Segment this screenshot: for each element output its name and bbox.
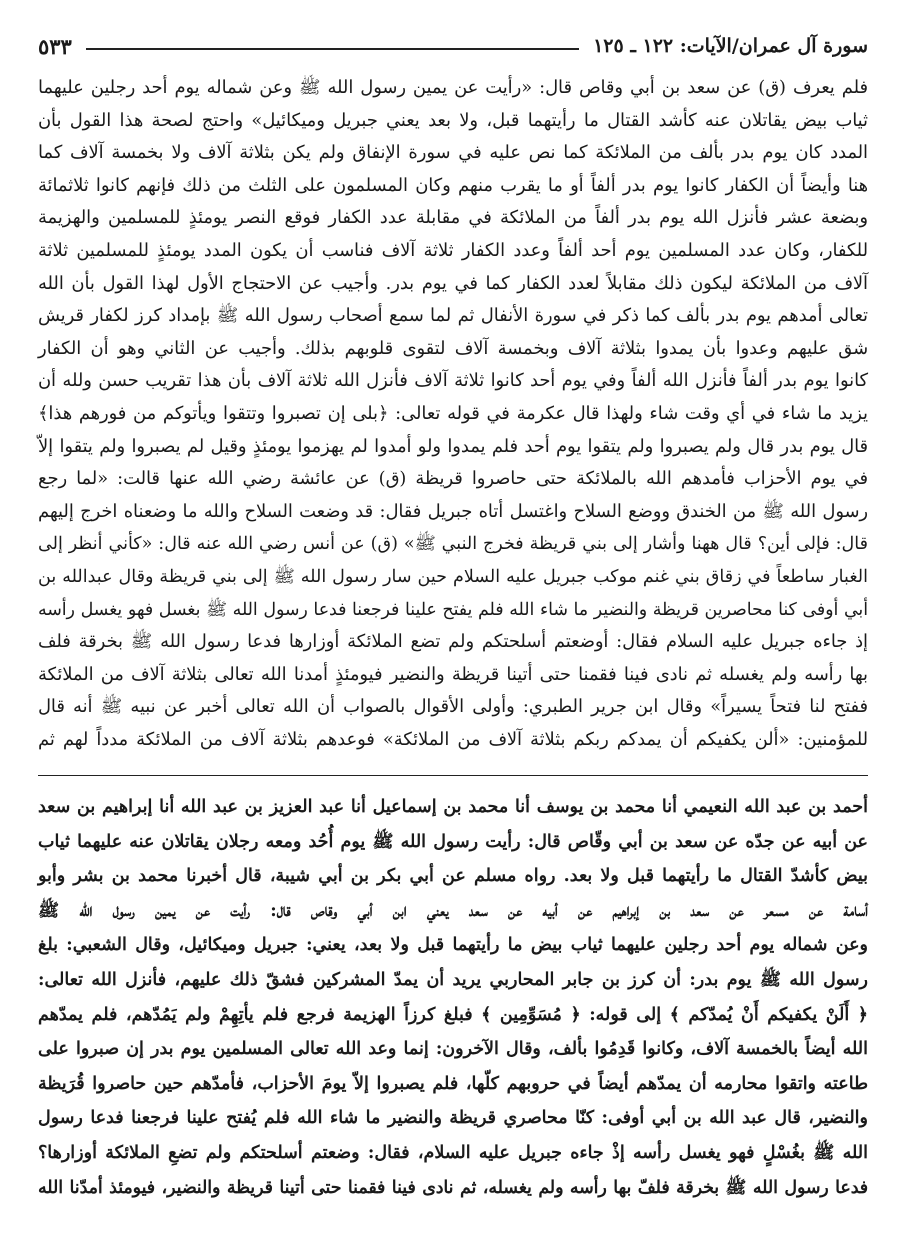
page-header [38,26,868,66]
footnote-line: الله أيضاً بالخمسة آلاف، وكانوا قَدِمُوا بألف، وقال الآخرون: إنما وعد الله تعالى المسلمين يوم بدر إن صبروا على [38,1039,868,1060]
footnote-line: عن أبيه عن جدّه عن سعد بن أبي وقّاص قال: رأيت رسول الله ﷺ يوم أُحُد ومعه رجلان يقاتلان عنه عليهما ثياب [38,831,868,852]
text-line: تعالى أمدهم يوم بدر بألف كما ذكر في سورة الأنفال ثم لما سمع أصحاب رسول الله ﷺ بإمداد كرز لكفار قريش [38,305,868,327]
text-line: بها رأسه ولم يغسله ثم نادى فينا فقمنا حتى أتينا قريظة والنضير فيومئذٍ أمدنا الله تعالى بثلاثة آلاف من الملائكة [38,663,868,685]
footnote-line: بيض كأشدّ القتال ما رأيتهما قبل ولا بعد. رواه مسلم عن أبي بكر بن أبي شيبة، قال أخبرنا محمد بن بشر وأبو [38,866,868,887]
text-line: رسول الله ﷺ من الخندق ووضع السلاح واغتسل أتاه جبريل فقال: قد وضعت السلاح والله ما وضعناه اخرج إليهم [38,500,868,522]
text-line: للمؤمنين: «ألن يكفيكم أن يمدكم ربكم بثلاثة آلاف من الملائكة» فوعدهم بثلاثة آلاف من الملائكة مدداً لهم ثم [38,728,868,750]
footnote-line: وعن شماله يوم أحد رجلين عليهما ثياب بيض ما رأيتهما قبل ولا بعد، يعني: جبريل وميكائيل، وقال الشعبي: بلغ [38,935,868,956]
text-line: فلم يعرف (ق) عن سعد بن أبي وقاص قال: «رأيت عن يمين رسول الله ﷺ وعن شماله يوم أحد رجلين عليهما [38,77,868,98]
text-line: كانوا يوم بدر ألفاً فأنزل الله ألفاً وفي يوم أحد كانوا ثلاثة آلاف فأنزل الله ثلاثة آلاف بأن هذا تقريب حسن ولله أن [38,370,868,392]
footnote-text [38,790,868,1205]
footnote-line: الله ﷺ بغُسْلٍ فهو يغسل رأسه إذْ جاءه جبريل عليه السلام، فقال: وضعتم أسلحتكم ولم تضعِ الملائكة أوزارها؟ [38,1142,868,1163]
text-line: آلاف من الملائكة ليكون ذلك مقابلاً لعدد الكفار كما في يوم بدر. وأجيب عن الاحتجاج الأول لهذا القول بأن الله [38,272,868,294]
text-line: هنا وأيضاً أن الكفار كانوا يوم بدر ألفاً أو ما يقرب منهم وكان المسلمون على الثلث من ذلك فإنهم كانوا ثلاثمائة [38,174,868,196]
running-title: سورة آل عمران/الآيات: ١٢٢ ـ ١٢٥ [593,35,868,57]
footnote-line: رسول الله ﷺ يوم بدر: أن كرز بن جابر المحاربي يريد أن يمدّ المشركين فشقّ ذلك عليهم، فأنزل الله تعالى: [38,969,868,990]
text-line: المدد كان يوم بدر بألف من الملائكة كما نص عليه في سورة الإنفاق ولم يكن بثلاثة آلاف ولا بخمسة آلاف كما [38,142,868,164]
footnote-line: طاعته واتقوا محارمه أن يمدّهم أيضاً في حروبهم كلّها، فلم يصبروا إلاّ يومَ الأحزاب، فأمدّهم حين حاصروا قُرَيظة [38,1073,868,1094]
footnote-line: فدعا رسول الله ﷺ بخرقة فلفّ بها رأسه ولم يغسله، ثم نادى فينا فقمنا حتى أتينا قريظة والنضير، فيومئذ أمدّنا الله [38,1177,868,1198]
header-rule [86,48,579,50]
text-line: ثياب بيض يقاتلان عنه كأشد القتال ما رأيتهما قبل، ولا بعد يعني جبريل وميكائيل» واحتج لصحة هذا القول بأن [38,109,868,131]
footnote-line: أحمد بن عبد الله النعيمي أنا محمد بن يوسف أنا محمد بن إسماعيل أنا عبد العزيز بن عبد الله أنا إبراهيم بن سعد [38,797,868,817]
text-line: شق عليهم وعدوا بأن يمدوا بثلاثة آلاف وبخمسة آلاف لتقوى قلوبهم بذلك. وأجيب عن الثاني وهو أن الكفار [38,337,868,359]
text-line: يزيد ما شاء في أي وقت شاء ولهذا قال عكرمة في قوله تعالى: ﴿بلى إن تصبروا وتتقوا ويأتوكم من فورهم هذا﴾ [38,402,868,424]
text-line: قال يوم بدر قال ولم يصبروا ولم يتقوا يوم أحد فلم يمدوا ولو أمدوا لم يهزموا يومئذٍ وقيل لم يصبروا ولم يتقوا إلاّ [38,435,868,457]
main-text [38,72,868,756]
footnote-line: والنضير، قال عبد الله بن أبي أوفى: كنّا محاصري قريظة والنضير ما شاء الله فلم يُفتح علينا فرجعنا فدعا رسول [38,1108,868,1129]
text-line: في يوم الأحزاب فأمدهم الله بالملائكة حتى حاصروا قريظة (ق) عن عائشة رضي الله عنها قالت: «لما رجع [38,468,868,490]
text-line: الغبار ساطعاً في زقاق بني غنم موكب جبريل عليه السلام حين سار رسول الله ﷺ إلى بني قريظة وقال عبدالله بن [38,566,868,587]
text-line: ففتح لنا فتحاً يسيراً» وقال ابن جرير الطبري: وأولى الأقوال بالصواب أن الله تعالى أخبر عن نبيه ﷺ أنه قال [38,696,868,718]
footnote-line: أسامة عن مسعر عن سعد بن إبراهيم عن أبيه عن سعد يعني ابن أبي وقاص قال: رأيت عن يمين رسول الله ﷺ [38,900,868,921]
text-line: للكفار، وكان عدد المسلمين يوم أحد ألفاً وعدد الكفار ثلاثة آلاف فناسب أن يكون المدد يومئذٍ للمسلمين ثلاثة [38,239,868,261]
text-line: إذ جاءه جبريل عليه السلام فقال: أوضعتم أسلحتكم ولم تضع الملائكة أوزارها فدعا رسول الله ﷺ بخرقة فلف [38,631,868,653]
footnote-divider [38,775,868,776]
text-line: أبي أوفى كنا محاصرين قريظة والنضير ما شاء الله فلم يفتح علينا فرجعنا فدعا رسول الله ﷺ بغسل فهو يغسل رأسه [38,599,868,620]
text-line: قال: فإلى أين؟ قال ههنا وأشار إلى بني قريظة فخرج النبي ﷺ» (ق) عن أنس رضي الله عنه قال: «كأني أنظر إلى [38,534,868,555]
footnote-line: ﴿ أَلَنْ يكفيكم أَنْ يُمدّكم ﴾ إلى قوله: ﴿ مُسَوِّمِين ﴾ فبلغ كرزاً الهزيمة فرجع فلم يأتِهِمْ ولم يَمُدّهم، فلم يمدّهم [38,1004,868,1025]
text-line: وبضعة عشر فأنزل الله يوم بدر ألفاً من الملائكة في مقابلة عدد الكفار فوقع النصر يومئذٍ للمسلمين والهزيمة [38,207,868,229]
page-number: ٥٣٣ [38,33,72,59]
